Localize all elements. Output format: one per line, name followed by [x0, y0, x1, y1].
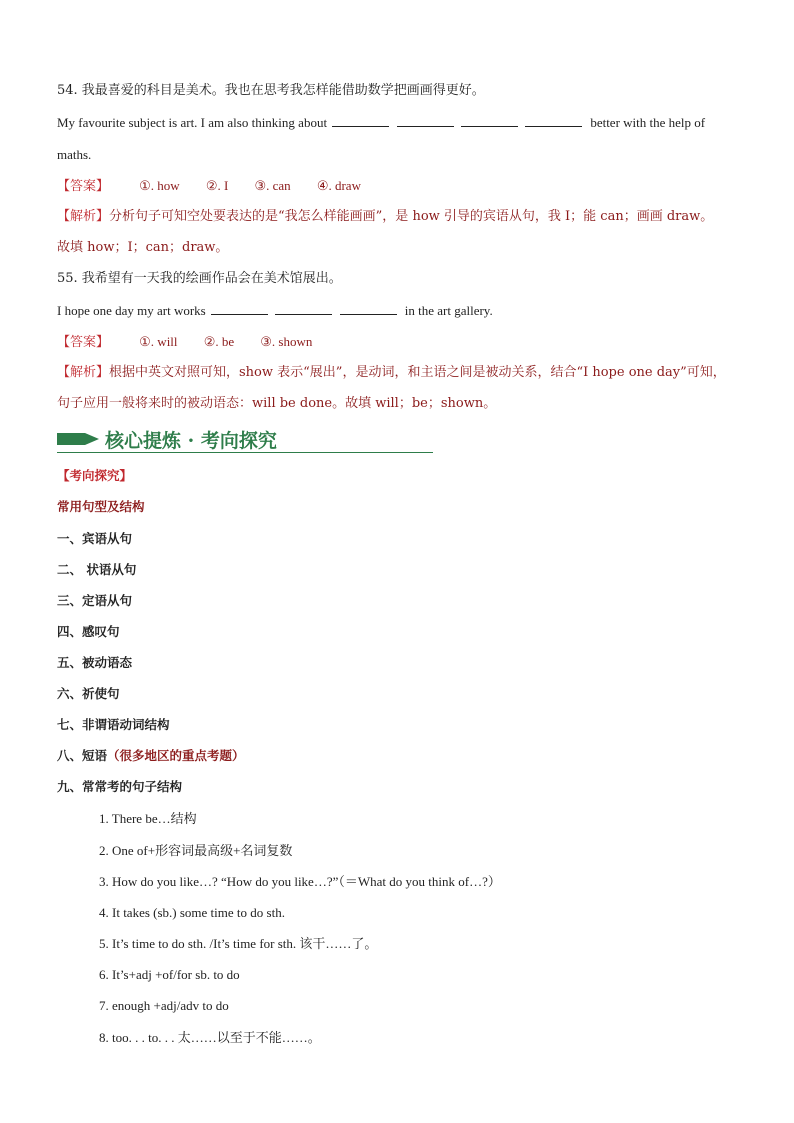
- structure-item: 6. It’s+adj +of/for sb. to do: [99, 967, 240, 982]
- blank-4[interactable]: [525, 114, 582, 127]
- list-item: 六、祈使句: [57, 686, 120, 701]
- answer-4: ④. draw: [316, 178, 361, 193]
- banner-arrow-icon: [85, 433, 99, 445]
- blank-3[interactable]: [461, 114, 518, 127]
- list-item: 九、常常考的句子结构: [57, 779, 183, 794]
- q54-analysis-2: 故填 how；I；can；draw。: [57, 240, 229, 255]
- q55-answer-row: [57, 333, 312, 352]
- blank-1[interactable]: [332, 114, 389, 127]
- banner-bar: [57, 433, 85, 445]
- list-item: 七、非谓语动词结构: [57, 717, 170, 732]
- item-8-label: 八、短语: [57, 748, 108, 763]
- banner-rule: [57, 452, 433, 453]
- blank-1[interactable]: [211, 302, 268, 315]
- list-item: 一、宾语从句: [57, 531, 133, 546]
- q55-prompt: 55. 我希望有一天我的绘画作品会在美术馆展出。: [57, 271, 342, 286]
- structure-item: 7. enough +adj/adv to do: [99, 998, 229, 1013]
- structure-item: 1. There be…结构: [99, 811, 197, 826]
- analysis-tag: 【解析】: [57, 365, 110, 380]
- answer-1: ①. will: [139, 334, 178, 349]
- blank-2[interactable]: [275, 302, 332, 315]
- section-tag: 【考向探究】: [57, 468, 133, 483]
- item-8-note: （很多地区的重点考题）: [107, 748, 245, 763]
- q54-answer-row: [57, 177, 361, 196]
- list-item: 三、定语从句: [57, 593, 133, 608]
- q54-english-a: My favourite subject is art. I am also thinking about: [57, 115, 328, 130]
- structure-item: 4. It takes (sb.) some time to do sth.: [99, 905, 285, 920]
- structure-item: 3. How do you like…? “How do you like…?”（＝What do you think of…?）: [99, 874, 501, 889]
- answer-2: ②. I: [205, 178, 229, 193]
- answer-3: ③. can: [254, 178, 291, 193]
- section-banner: [57, 424, 433, 454]
- blank-3[interactable]: [340, 302, 397, 315]
- answer-2: ②. be: [203, 334, 235, 349]
- analysis-text: 根据中英文对照可知，show 表示“展出”，是动词，和主语之间是被动关系，结合“I hope one day”可知，: [109, 365, 726, 380]
- structure-item: 5. It’s time to do sth. /It’s time for sth. 该干……了。: [99, 936, 378, 951]
- list-item: 四、感叹句: [57, 624, 120, 639]
- q54-prompt: 54. 我最喜爱的科目是美术。我也在思考我怎样能借助数学把画画得更好。: [57, 83, 485, 98]
- answer-1: ①. how: [139, 178, 180, 193]
- q55-analysis-1: [57, 364, 726, 382]
- q55-english-b: in the art gallery.: [404, 303, 493, 318]
- list-item: 二、 状语从句: [57, 562, 137, 577]
- blank-2[interactable]: [397, 114, 454, 127]
- q54-analysis-1: [57, 208, 713, 226]
- answer-tag: 【答案】: [57, 179, 110, 194]
- banner-title: 核心提炼 · 考向探究: [105, 430, 277, 452]
- q55-analysis-2: 句子应用一般将来时的被动语态：will be done。故填 will；be；shown。: [57, 396, 497, 411]
- q55-english-sentence: [57, 302, 493, 320]
- list-item: 五、被动语态: [57, 655, 133, 670]
- answer-tag: 【答案】: [57, 335, 110, 350]
- analysis-text: 分析句子可知空处要表达的是“我怎么样能画画”，是 how 引导的宾语从句，我 I；能 can；画画 draw。: [109, 209, 714, 224]
- structure-item: 8. too. . . to. . . 太……以至于不能……。: [99, 1030, 321, 1045]
- q54-english-c: maths.: [57, 147, 92, 162]
- q54-english-b: better with the help of: [590, 115, 706, 130]
- structure-item: 2. One of+形容词最高级+名词复数: [99, 843, 293, 858]
- section-subtitle: 常用句型及结构: [57, 499, 145, 514]
- q54-english-sentence: [57, 114, 737, 132]
- answer-3: ③. shown: [260, 334, 313, 349]
- q55-english-a: I hope one day my art works: [57, 303, 206, 318]
- list-item: [57, 747, 245, 765]
- analysis-tag: 【解析】: [57, 209, 110, 224]
